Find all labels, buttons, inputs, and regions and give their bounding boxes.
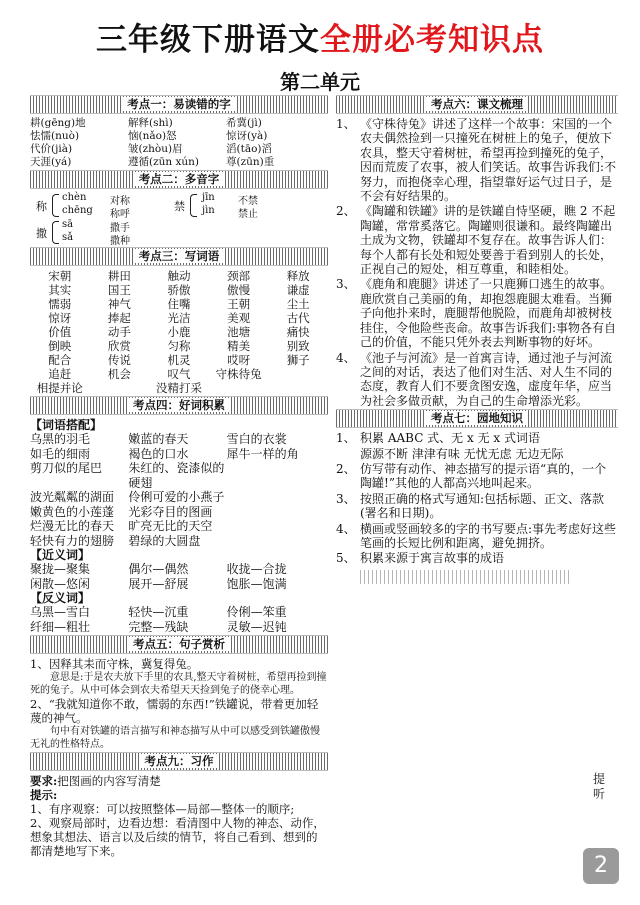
left-column <box>30 94 328 858</box>
k4-phrase <box>227 519 328 534</box>
k4-antonym-list <box>30 605 328 634</box>
k4-phrase: 闲散—悠闲 <box>30 576 91 591</box>
section-header-k6: 考点六：课文梳理 <box>336 95 618 114</box>
k3-word: 机会 <box>107 367 131 381</box>
k4-phrase <box>227 490 328 505</box>
k4-phrase: 乌黑的羽毛 <box>30 432 91 446</box>
k5-note-2: 句中有对铁罐的语言描写和神态描写从中可以感受到铁罐傲慢无礼的性格特点。 <box>30 726 320 750</box>
k3-word: 动手 <box>107 325 131 339</box>
k3-word: 光洁 <box>167 311 191 325</box>
k6-item-text: 《陶罐和铁罐》讲的是铁罐自恃坚硬，瞧 2 不起陶罐，常常奚落它。陶罐则很谦和。最终陶罐出土成为文物，铁罐却不复存在。故事告诉人们：每个人都有长处和短处要善于看到别人的长处，正视自己的短处，相互尊重，和睦相处。 <box>360 204 616 277</box>
k4-phrase: 烂漫无比的春天 <box>30 519 115 533</box>
k4-phrase: 轻快—沉重 <box>128 605 189 619</box>
section-header-k3: 考点三：写词语 <box>30 247 328 266</box>
k1-cell: 耕(gēng)地 <box>30 117 86 129</box>
k4-phrase <box>227 461 328 490</box>
k1-cell: 怯懦(nuò) <box>30 130 80 142</box>
k6-item-text: 《守株待兔》讲述了这样一个故事：宋国的一个农夫偶然捡到一只撞死在树桩上的兔子，便放下农具，整天守着树桩，希望再捡到撞死的兔子，因而荒废了农事，被人们笑话。故事告诉我们:不努力，而抱侥幸心理，指望靠好运气过日子，是不会有好结果的。 <box>360 117 617 204</box>
k9-requirement: 要求:把图画的内容写清楚 <box>30 774 161 788</box>
k4-phrase: 剪刀似的尾巴 <box>30 461 103 475</box>
k6-item-number: 2、 <box>336 204 356 219</box>
section-header-k4: 考点四：好词积累 <box>30 396 328 415</box>
k4-phrase: 纤细—粗壮 <box>30 619 91 634</box>
k4-row <box>30 620 328 635</box>
k4-row <box>30 562 328 577</box>
k9-tip-1: 1、有序观察：可以按照整体—局部—整体一的顺序; <box>30 802 295 816</box>
k7-item-number: 4、 <box>336 521 356 536</box>
k4-row <box>30 605 328 620</box>
k3-word: 触动 <box>167 269 191 283</box>
k7-item <box>336 447 618 461</box>
section-header-k5: 考点五：句子赏析 <box>30 635 328 654</box>
k3-word: 痛快 <box>286 325 310 339</box>
k4-row <box>30 432 328 447</box>
k4-phrase: 伶俐—笨重 <box>226 605 287 619</box>
k3-word: 匀称 <box>167 339 191 353</box>
k7-item <box>336 462 618 491</box>
k7-item-number <box>336 447 360 461</box>
k3-word: 倒映 <box>48 339 72 353</box>
k3-word: 传说 <box>107 353 131 367</box>
k1-cell: 皱(zhòu)眉 <box>128 143 183 155</box>
section-header-k1: 考点一：易读错的字 <box>30 95 328 114</box>
k3-word: 颈部 <box>227 269 251 283</box>
k3-word: 古代 <box>286 311 310 325</box>
k5-note-1: 意思是:于是农夫放下手里的农具,整天守着树桩，希望再捡到撞死的兔子。从中可体会到农夫希望天天捡到兔子的侥幸心理。 <box>30 672 327 696</box>
k4-phrase: 犀牛一样的角 <box>226 446 299 461</box>
k4-row <box>30 461 328 490</box>
k4-synonym-list <box>30 562 328 591</box>
k1-cell: 惊讶(yà) <box>226 130 268 142</box>
k6-item <box>336 277 618 349</box>
unit-subtitle: 第二单元 <box>280 70 360 94</box>
k4-phrase: 旷亮无比的天空 <box>128 519 213 533</box>
k4-row <box>30 534 328 549</box>
k4-row <box>30 505 328 520</box>
k1-cell: 天涯(yá) <box>30 156 72 168</box>
k7-item-text: 仿写带有动作、神态描写的提示语“真的，一个陶罐!”其他的人都高兴地叫起来。 <box>360 461 607 491</box>
k1-cell: 滔(tāo)滔 <box>226 143 272 155</box>
k1-cell: 希冀(jì) <box>226 117 262 129</box>
k3-word <box>209 381 269 395</box>
k3-word: 王朝 <box>227 297 251 311</box>
k6-item-number: 1、 <box>336 117 356 131</box>
k3-word: 守株待兔 <box>215 367 262 381</box>
k4-phrase: 完整—残缺 <box>128 619 189 634</box>
k4-row <box>30 577 328 592</box>
k3-grid <box>30 269 328 395</box>
k4-phrase: 朱红的、瓷漆似的硬翅 <box>128 461 225 490</box>
k7-item-text: 横画或竖画较多的字的书写要点:事先考虑好这些笔画的长短比例和距离，避免拥挤。 <box>360 521 617 550</box>
k4-phrase: 灵敏—迟钝 <box>226 619 287 634</box>
k4-phrase: 碧绿的大圆盘 <box>128 533 201 548</box>
k6-item <box>336 351 618 409</box>
k7-item-text: 源源不断 津津有味 无忧无虑 无边无际 <box>360 446 564 461</box>
page-title <box>0 14 640 59</box>
k3-word: 懦弱 <box>48 297 72 311</box>
side-edge-text: 提 听 <box>593 772 606 801</box>
k7-item <box>336 492 618 521</box>
k7-item-number: 3、 <box>336 491 356 506</box>
k3-word: 国王 <box>107 283 131 297</box>
k6-item-number: 4、 <box>336 350 356 365</box>
k3-word: 捧起 <box>107 311 131 325</box>
k1-cell: 解释(shì) <box>128 117 173 129</box>
k4-phrase: 波光粼粼的湖面 <box>30 490 115 504</box>
k3-word: 追赶 <box>48 367 72 381</box>
k3-word: 价值 <box>48 325 72 339</box>
k4-phrase: 乌黑—雪白 <box>30 605 91 619</box>
blurred-idiom-row <box>360 570 570 584</box>
k4-phrase: 展开—舒展 <box>128 576 189 591</box>
k6-item <box>336 204 618 276</box>
k5-sentence-2: 2、“我就知道你不敢，懦弱的东西!”铁罐说，带着更加轻蔑的神气。 <box>30 697 319 725</box>
k9-tip-label: 提示: <box>30 788 58 802</box>
right-column <box>336 94 618 584</box>
k4-phrase: 嫩蓝的春天 <box>128 432 189 446</box>
k4-phrase: 嫩黄色的小莲蓬 <box>30 504 115 519</box>
k3-word: 没精打采 <box>155 381 202 395</box>
k3-word: 小鹿 <box>167 325 191 339</box>
k3-word: 其实 <box>48 283 72 297</box>
k7-item-text: 积累 AABC 式、无 x 无 x 式词语 <box>360 431 540 446</box>
polyphone-sa: 撒 sā 撒手 sǎ 撒种 <box>36 219 130 247</box>
k1-cell: 遵循(zūn xún) <box>128 156 200 168</box>
k4-phrase: 聚拢—聚集 <box>30 562 91 576</box>
page-number-badge: 2 <box>583 848 619 884</box>
k7-item-text: 积累来源于寓言故事的成语 <box>360 551 505 566</box>
k3-word: 机灵 <box>167 353 191 367</box>
title-part-red: 全册必考知识点 <box>320 22 544 58</box>
k3-word: 狮子 <box>286 353 310 367</box>
k4-phrase: 收拢—合拢 <box>226 562 287 576</box>
k4-collocation-list <box>30 432 328 548</box>
title-part-black: 三年级下册语文 <box>96 22 320 58</box>
k4-subheading-antonyms: 【反义词】 <box>30 591 91 605</box>
k3-word: 池塘 <box>227 325 251 339</box>
k4-phrase <box>227 505 328 520</box>
k3-word: 骄傲 <box>167 283 191 297</box>
k7-list <box>336 431 618 566</box>
k3-word: 美观 <box>227 311 251 325</box>
k6-list <box>336 117 618 408</box>
k7-item-number: 1、 <box>336 431 356 446</box>
k3-word: 别致 <box>286 339 310 353</box>
k3-word <box>268 381 328 395</box>
k3-word: 配合 <box>48 353 72 367</box>
k3-word: 谦虚 <box>286 283 310 297</box>
k7-item <box>336 522 618 551</box>
k5-sentence-1: 1、因释其耒而守株，冀复得兔。 <box>30 657 199 671</box>
k3-word: 宋朝 <box>48 269 72 283</box>
k3-word: 住嘴 <box>167 297 191 311</box>
k9-tip-2: 2、观察局部时，边看边想：看清图中人物的神态、动作，想象其想法、语言以及后续的情节，将自己看到、想到的都清楚地写下来。 <box>30 816 325 858</box>
k3-word <box>268 367 328 381</box>
k7-item <box>336 431 618 445</box>
k1-cell: 尊(zūn)重 <box>226 156 275 168</box>
k4-row <box>30 447 328 462</box>
k7-item <box>336 551 618 565</box>
k6-item-text: 《池子与河流》是一首寓言诗，通过池子与河流之间的对话，表达了他们对生活、对人生不同的态度，教育人们不要贪图安逸，虚度年华，应当为社会多做贡献，为自己的生命增添光彩。 <box>360 350 613 408</box>
k3-word: 精美 <box>227 339 251 353</box>
k4-phrase: 如毛的细雨 <box>30 446 91 461</box>
k7-item-text: 按照正确的格式写通知:包括标题、正文、落款(署名和日期)。 <box>360 491 605 521</box>
k3-word: 相提并论 <box>36 381 83 395</box>
k4-phrase: 轻快有力的翅膀 <box>30 533 115 548</box>
k4-phrase: 雪白的衣裳 <box>226 432 287 446</box>
k4-phrase: 伶俐可爱的小燕子 <box>128 490 225 504</box>
k4-phrase <box>227 534 328 549</box>
k4-phrase: 偶尔—偶然 <box>128 562 189 576</box>
k1-cell: 代价(jià) <box>30 143 73 155</box>
k3-word: 傲慢 <box>227 283 251 297</box>
section-header-k7: 考点七：园地知识 <box>336 409 618 428</box>
k3-word: 叹气 <box>167 367 191 381</box>
polyphone-cheng: 称 chèn 对称 chēng 称呼 禁 jīn 不禁 jìn 禁止 <box>36 192 258 220</box>
k3-word: 释放 <box>286 269 310 283</box>
k1-cell: 恼(nǎo)怒 <box>128 130 177 142</box>
k1-grid <box>30 117 328 169</box>
k4-subheading-synonyms: 【近义词】 <box>30 548 91 562</box>
section-header-k9: 考点九：习作 <box>30 752 328 771</box>
k3-word: 尘土 <box>286 297 310 311</box>
k4-phrase: 饱胀—饱满 <box>226 576 287 591</box>
k3-word: 耕田 <box>107 269 131 283</box>
k4-row <box>30 490 328 505</box>
k4-subheading-collocation: 【词语搭配】 <box>30 418 103 432</box>
k3-word <box>90 381 150 395</box>
k7-item-number: 2、 <box>336 461 356 476</box>
section-header-k2: 考点二：多音字 <box>30 170 328 189</box>
k4-row <box>30 519 328 534</box>
k6-item <box>336 117 618 203</box>
k6-item-number: 3、 <box>336 277 356 292</box>
k3-word: 哎呀 <box>227 353 251 367</box>
k6-item-text: 《鹿角和鹿腿》讲述了一只鹿狮口逃生的故事。鹿欣赏自己美丽的角，却抱怨鹿腿太难看。当狮子向他扑来时，鹿腿帮他脱险，而鹿角却被树枝挂住，令他险些丧命。故事告诉我们:事物各有自己的价值，不能只凭外表去判断事物的好坏。 <box>360 277 617 350</box>
k4-phrase: 光彩夺目的图画 <box>128 504 213 519</box>
k3-word: 神气 <box>107 297 131 311</box>
k4-phrase: 褐色的口水 <box>128 446 189 461</box>
k3-word: 欣赏 <box>107 339 131 353</box>
k3-word: 惊讶 <box>48 311 72 325</box>
k7-item-number: 5、 <box>336 551 356 566</box>
